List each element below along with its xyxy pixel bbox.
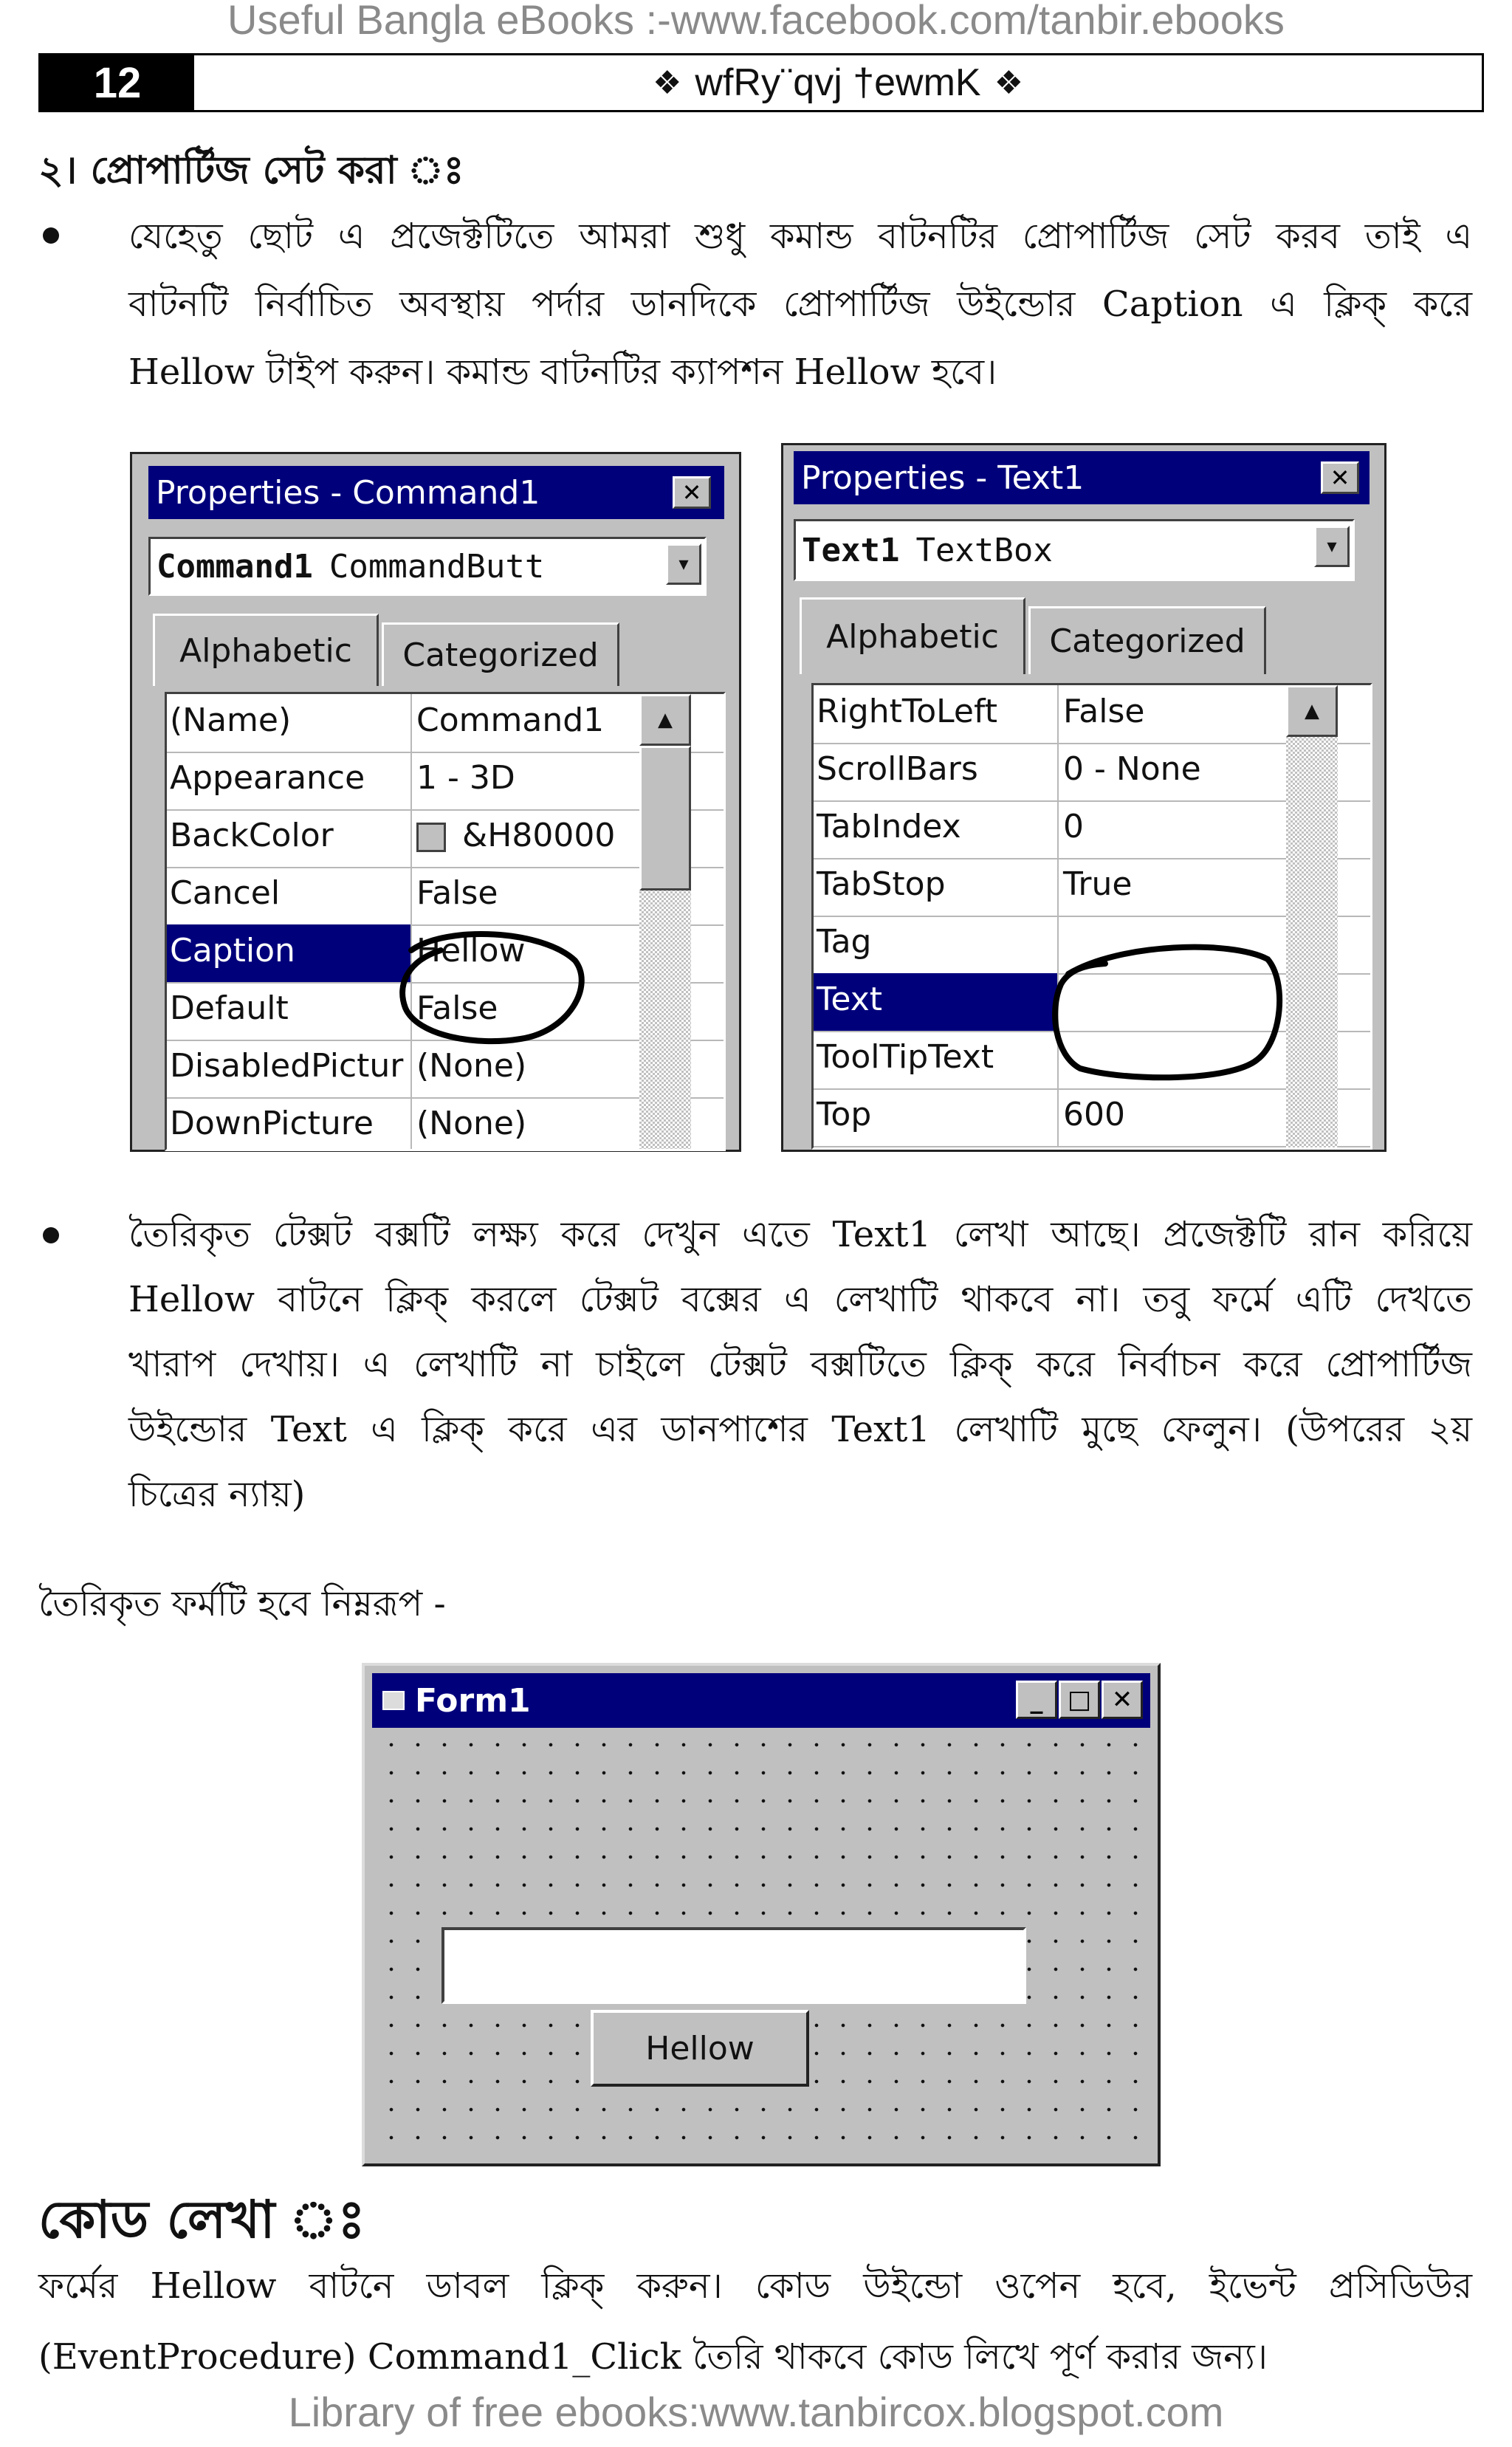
properties-title: Properties - Command1 <box>156 473 540 512</box>
object-name: Text1 <box>802 531 900 569</box>
column-divider <box>410 694 412 752</box>
color-swatch-icon <box>416 823 446 852</box>
page-number: 12 <box>41 55 194 110</box>
top-watermark: Useful Bangla eBooks :-www.facebook.com/tanbir.ebooks <box>227 0 1285 43</box>
property-name: ScrollBars <box>817 750 978 788</box>
bullet2-line: চিত্রের ন্যায়) <box>128 1474 306 1515</box>
property-name: TabIndex <box>817 808 961 845</box>
property-value[interactable]: &H80000 <box>462 817 616 854</box>
tab-categorized[interactable]: Categorized <box>382 622 619 686</box>
running-title <box>194 55 1482 110</box>
property-value[interactable]: True <box>1063 865 1133 903</box>
object-name: Command1 <box>157 547 313 586</box>
bullet2-paragraph <box>128 1202 1472 1527</box>
object-type: TextBox <box>915 531 1053 569</box>
object-selector[interactable] <box>148 537 707 596</box>
bullet-dot <box>43 227 59 244</box>
property-value[interactable]: False <box>416 874 498 912</box>
scroll-up-icon[interactable]: ▲ <box>639 694 691 746</box>
close-icon[interactable]: ✕ <box>673 476 711 509</box>
code-heading: কোড লেখা ঃ <box>38 2189 365 2250</box>
form-textbox[interactable] <box>441 1927 1026 2004</box>
properties-window-command1 <box>130 452 741 1152</box>
property-name: Text <box>817 981 882 1018</box>
column-divider <box>410 1097 412 1151</box>
bullet2-line: তৈরিকৃত টেক্সট বক্সটি লক্ষ্য করে দেখুন এতে Text1 লেখা আছে। প্রজেক্টটি রান করিয়ে <box>128 1214 1472 1255</box>
property-name: Appearance <box>170 759 365 797</box>
property-value[interactable]: Command1 <box>416 701 605 739</box>
column-divider <box>410 809 412 867</box>
column-divider <box>1057 1088 1059 1146</box>
ornament-right: ❖ <box>994 64 1024 101</box>
bullet1-line: যেহেতু ছোট এ প্রজেক্টটিতে আমরা শুধু কমান্ড বাটনটির প্রোপার্টিজ সেট করব তাই এ <box>128 216 1472 257</box>
property-name: Cancel <box>170 874 281 912</box>
scroll-up-icon[interactable]: ▲ <box>1286 685 1338 737</box>
property-name: BackColor <box>170 817 334 854</box>
object-selector[interactable] <box>794 519 1355 581</box>
property-value[interactable]: 600 <box>1063 1096 1125 1133</box>
minimize-icon[interactable]: _ <box>1016 1681 1057 1719</box>
property-value[interactable]: False <box>416 989 498 1027</box>
property-value[interactable]: (None) <box>416 1105 527 1142</box>
bullet1-line: বাটনটি নির্বাচিত অবস্থায় পর্দার ডানদিকে প্রোপার্টিজ উইন্ডোর Caption এ ক্লিক্ করে <box>128 284 1472 325</box>
tab-alphabetic[interactable]: Alphabetic <box>153 614 379 686</box>
column-divider <box>410 867 412 924</box>
property-value[interactable]: (None) <box>416 1047 527 1085</box>
object-type: CommandButt <box>329 547 545 586</box>
page-header <box>38 53 1484 112</box>
bullet1-paragraph <box>128 202 1472 406</box>
property-value[interactable]: 0 - None <box>1063 750 1201 788</box>
property-name: Caption <box>170 932 295 969</box>
hand-drawn-circle <box>1039 930 1290 1094</box>
hellow-button[interactable]: Hellow <box>591 2010 809 2087</box>
property-name: Tag <box>817 923 872 961</box>
property-name: DisabledPictur <box>170 1047 404 1085</box>
close-icon[interactable]: ✕ <box>1102 1681 1143 1719</box>
property-name: Top <box>817 1096 872 1133</box>
bottom-watermark: Library of free ebooks:www.tanbircox.blogspot.com <box>288 2389 1224 2435</box>
code-paragraph <box>38 2251 1472 2392</box>
form1-window <box>362 1663 1161 2166</box>
bullet2-line: Hellow বাটনে ক্লিক্ করলে টেক্সট বক্সের এ লেখাটি থাকবে না। তবু ফর্মে এটি দেখতে <box>128 1279 1472 1320</box>
properties-window-text1 <box>781 443 1386 1152</box>
form-intro: তৈরিকৃত ফর্মটি হবে নিম্নরূপ - <box>38 1583 446 1624</box>
property-name: (Name) <box>170 701 292 739</box>
chevron-down-icon[interactable]: ▼ <box>1314 526 1350 567</box>
bullet2-line: উইন্ডোর Text এ ক্লিক্ করে এর ডানপাশের Text1 লেখাটি মুছে ফেলুন। (উপরের ২য় <box>128 1409 1472 1450</box>
property-value[interactable]: 0 <box>1063 808 1084 845</box>
form-icon <box>382 1691 405 1710</box>
bullet-dot <box>43 1227 59 1243</box>
maximize-icon[interactable]: □ <box>1059 1681 1100 1719</box>
bullet1-line: Hellow টাইপ করুন। কমান্ড বাটনটির ক্যাপশন Hellow হবে। <box>128 351 997 393</box>
property-name: RightToLeft <box>817 693 997 730</box>
scroll-thumb[interactable] <box>639 746 691 890</box>
tab-alphabetic[interactable]: Alphabetic <box>800 597 1025 674</box>
hand-drawn-circle <box>395 921 593 1057</box>
ornament-left: ❖ <box>652 64 682 101</box>
properties-title: Properties - Text1 <box>801 459 1085 497</box>
properties-titlebar <box>794 451 1370 504</box>
form1-title: Form1 <box>415 1681 531 1720</box>
vertical-scrollbar[interactable] <box>1286 685 1338 1147</box>
form1-titlebar <box>372 1673 1150 1728</box>
column-divider <box>1057 800 1059 858</box>
property-name: DownPicture <box>170 1105 374 1142</box>
close-icon[interactable]: ✕ <box>1321 461 1359 494</box>
property-value[interactable]: Hellow <box>416 932 526 969</box>
property-name: TabStop <box>817 865 946 903</box>
bullet2-line: খারাপ দেখায়। এ লেখাটি না চাইলে টেক্সট বক্সটিতে ক্লিক্ করে নির্বাচন করে প্রোপার্টিজ <box>128 1344 1472 1385</box>
properties-titlebar <box>148 466 724 519</box>
code-line: ফর্মের Hellow বাটনে ডাবল ক্লিক্ করুন। কোড উইন্ডো ওপেন হবে, ইভেন্ট প্রসিডিউর <box>38 2265 1472 2307</box>
column-divider <box>410 752 412 809</box>
column-divider <box>1057 743 1059 800</box>
property-value[interactable]: 1 - 3D <box>416 759 515 797</box>
property-name: ToolTipText <box>817 1038 994 1076</box>
running-title-text: wfRy¨qvj †ewmK <box>695 61 981 104</box>
column-divider <box>1057 858 1059 916</box>
vertical-scrollbar[interactable] <box>639 694 691 1149</box>
property-name: Default <box>170 989 289 1027</box>
column-divider <box>1057 685 1059 743</box>
tab-categorized[interactable]: Categorized <box>1028 606 1266 674</box>
code-line: (EventProcedure) Command1_Click তৈরি থাকবে কোড লিখে পূর্ণ করার জন্য। <box>38 2336 1268 2378</box>
chevron-down-icon[interactable]: ▼ <box>666 543 701 585</box>
property-value[interactable]: False <box>1063 693 1145 730</box>
section-heading: ২। প্রোপার্টিজ সেট করা ঃ <box>38 148 464 193</box>
